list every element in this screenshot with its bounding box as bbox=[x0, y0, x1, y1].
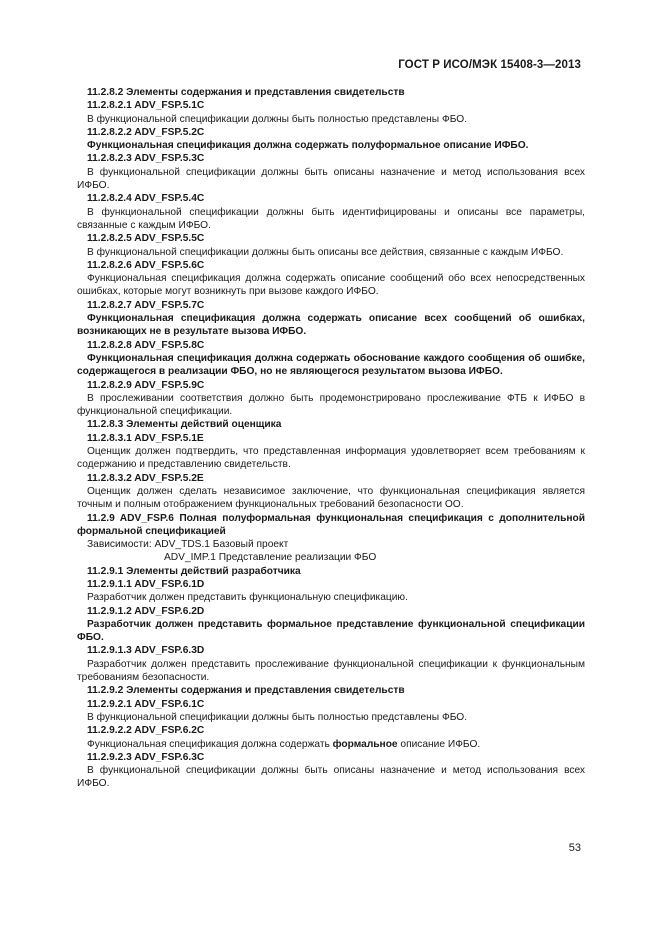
section-heading: 11.2.8.2.9 ADV_FSP.5.9C bbox=[87, 379, 205, 391]
paragraph: В прослеживании соответствия должно быть продемонстрировано прослеживание ФТБ к ИФБО в функциональной спецификации. bbox=[77, 392, 585, 418]
paragraph-text: Функциональная спецификация должна содержать bbox=[87, 738, 333, 750]
section-heading: 11.2.8.2.6 ADV_FSP.5.6C bbox=[87, 259, 205, 271]
section-heading: 11.2.8.2 Элементы содержания и представления свидетельств bbox=[87, 87, 405, 98]
emphasis-text: формальное bbox=[332, 738, 398, 750]
section-heading: 11.2.9.1 Элементы действий разработчика bbox=[87, 565, 301, 577]
paragraph: В функциональной спецификации должны быть описаны назначение и метод использования всех ИФБО. bbox=[77, 166, 585, 192]
section-heading: 11.2.8.2.2 ADV_FSP.5.2C bbox=[87, 126, 205, 138]
bold-paragraph: Функциональная спецификация должна содержать обоснование каждого сообщения об ошибке, содержащегося в реализации ФБО, но не являющегося результатом вызова ИФБО. bbox=[77, 352, 585, 378]
section-heading: 11.2.8.2.8 ADV_FSP.5.8C bbox=[87, 339, 205, 351]
paragraph: Разработчик должен представить функциональную спецификацию. bbox=[87, 592, 408, 604]
paragraph: В функциональной спецификации должны быть идентифицированы и описаны все параметры, связанные с каждым ИФБО. bbox=[77, 206, 585, 231]
section-heading: 11.2.9.1.2 ADV_FSP.6.2D bbox=[87, 605, 205, 617]
document-header: ГОСТ Р ИСО/МЭК 15408-3—2013 bbox=[398, 59, 581, 71]
section-heading: 11.2.8.2.1 ADV_FSP.5.1C bbox=[87, 100, 205, 112]
subsection-title: 11.2.9 ADV_FSP.6 Полная полуформальная функциональная спецификация с дополнительной формальной спецификацией bbox=[77, 512, 585, 537]
dependencies-line: Зависимости: ADV_TDS.1 Базовый проект bbox=[87, 539, 289, 551]
paragraph: Оценщик должен подтвердить, что представленная информация удовлетворяет всем требованиям к содержанию и представлению свидетельств. bbox=[77, 446, 585, 471]
document-body bbox=[77, 86, 585, 791]
dependencies-line: ADV_IMP.1 Представление реализации ФБО bbox=[164, 552, 377, 564]
section-heading: 11.2.9.2.2 ADV_FSP.6.2C bbox=[87, 725, 205, 737]
section-heading: 11.2.8.2.7 ADV_FSP.5.7C bbox=[87, 299, 205, 311]
paragraph: В функциональной спецификации должны быть полностью представлены ФБО. bbox=[87, 113, 468, 125]
paragraph: В функциональной спецификации должны быть описаны назначение и метод использования всех ИФБО. bbox=[77, 765, 585, 790]
section-heading: 11.2.8.2.5 ADV_FSP.5.5C bbox=[87, 233, 205, 245]
paragraph: В функциональной спецификации должны быть описаны все действия, связанные с каждым ИФБО. bbox=[87, 246, 564, 258]
paragraph: Функциональная спецификация должна содержать описание сообщений обо всех непосредственных ошибках, которые могут возникнуть при вызове каждого ИФБО. bbox=[77, 273, 585, 298]
section-heading: 11.2.8.2.3 ADV_FSP.5.3C bbox=[87, 153, 205, 165]
section-heading: 11.2.9.2.1 ADV_FSP.6.1C bbox=[87, 698, 205, 710]
section-heading: 11.2.8.2.4 ADV_FSP.5.4C bbox=[87, 193, 205, 205]
section-heading: 11.2.9.2 Элементы содержания и представления свидетельств bbox=[87, 685, 405, 697]
section-heading: 11.2.9.2.3 ADV_FSP.6.3C bbox=[87, 751, 205, 763]
section-heading: 11.2.9.1.3 ADV_FSP.6.3D bbox=[87, 645, 205, 657]
paragraph: В функциональной спецификации должны быть полностью представлены ФБО. bbox=[87, 711, 468, 723]
section-heading: 11.2.8.3 Элементы действий оценщика bbox=[87, 419, 282, 431]
section-heading: 11.2.8.3.2 ADV_FSP.5.2E bbox=[87, 472, 204, 484]
section-heading: 11.2.8.3.1 ADV_FSP.5.1E bbox=[87, 432, 204, 444]
section-heading: 11.2.9.1.1 ADV_FSP.6.1D bbox=[87, 578, 205, 590]
bold-paragraph: Функциональная спецификация должна содержать описание всех сообщений об ошибках, возникающих не в результате вызова ИФБО. bbox=[77, 313, 585, 338]
page-number: 53 bbox=[568, 842, 581, 854]
paragraph: Оценщик должен сделать независимое заключение, что функциональная спецификация является точным и полным отображением функциональных требований безопасности ОО. bbox=[77, 485, 585, 511]
paragraph-text: описание ИФБО. bbox=[397, 738, 481, 750]
paragraph bbox=[77, 738, 585, 751]
paragraph: Разработчик должен представить прослеживание функциональной спецификации к функциональным требованиям безопасности. bbox=[77, 658, 585, 684]
bold-paragraph: Разработчик должен представить формальное представление функциональной спецификации ФБО. bbox=[77, 618, 585, 644]
bold-paragraph: Функциональная спецификация должна содержать полуформальное описание ИФБО. bbox=[87, 140, 529, 152]
